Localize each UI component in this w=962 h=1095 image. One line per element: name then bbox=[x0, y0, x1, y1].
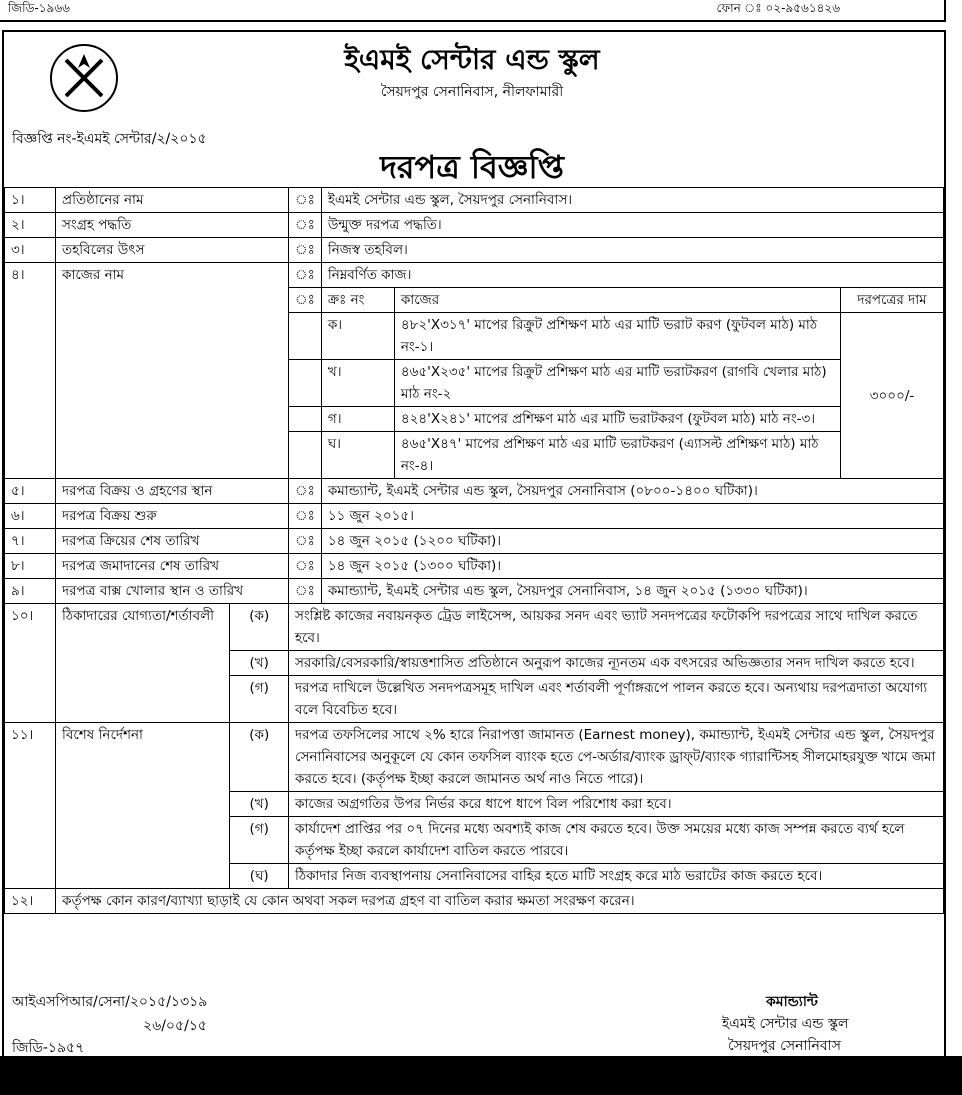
condition-key: (গ) bbox=[230, 676, 289, 723]
condition-key: (খ) bbox=[230, 651, 289, 676]
instructions-label: বিশেষ নির্দেশনা bbox=[56, 723, 230, 889]
top-phone: ফোন ঃ ০২-৯৫৬১৪২৬ bbox=[716, 1, 840, 15]
row-value: ১১ জুন ২০১৫। bbox=[321, 504, 943, 529]
authority-note: কর্তৃপক্ষ কোন কারণ/ব্যাখ্যা ছাড়াই যে কোন অথবা সকল দরপত্র গ্রহণ বা বাতিল করার ক্ষমতা সংরক্ষণ করেন। bbox=[56, 889, 944, 914]
works-serial: গ। bbox=[321, 407, 394, 432]
table-row bbox=[5, 213, 944, 238]
works-serial: ঘ। bbox=[321, 432, 394, 479]
separator: ঃ bbox=[289, 213, 322, 238]
row-label: দরপত্র বিক্রয় ও গ্রহণের স্থান bbox=[56, 479, 289, 504]
row-number: ৮। bbox=[5, 554, 56, 579]
row-number: ১০। bbox=[5, 604, 56, 723]
signatory-org: ইএমই সেন্টার এন্ড স্কুল bbox=[722, 1016, 849, 1032]
row-number: ৫। bbox=[5, 479, 56, 504]
separator: ঃ bbox=[289, 504, 322, 529]
table-row bbox=[5, 554, 944, 579]
row-number: ৬। bbox=[5, 504, 56, 529]
row-value: ১৪ জুন ২০১৫ (১৩০০ ঘটিকা)। bbox=[321, 554, 943, 579]
footer-date: ২৬/০৫/১৫ bbox=[143, 1018, 207, 1034]
instruction-text: দরপত্র তফসিলের সাথে ২% হারে নিরাপত্তা জামানত (Earnest money), কমান্ড্যান্ট, ইএমই সেন্টার এন্ড স্কুল, সৈয়দপুর সেনানিবাসের অনুকূলে যে কোন তফসিল ব্যাংক হতে পে-অর্ডার/ব্যাংক ড্রাফ্‌ট/ব্যাংক গ্যারান্টিসহ সীলমোহরযুক্ত খামে জমা করতে হবে। (কর্তৃপক্ষ ইচ্ছা করলে জামানত অর্থ নাও নিতে পারে)। bbox=[289, 723, 944, 792]
table-row bbox=[5, 529, 944, 554]
separator: ঃ bbox=[289, 529, 322, 554]
table-row bbox=[5, 504, 944, 529]
instruction-key: (ক) bbox=[230, 723, 289, 792]
row-number: ৯। bbox=[5, 579, 56, 604]
row-label: দরপত্র জমাদানের শেষ তারিখ bbox=[56, 554, 289, 579]
row-value: ১৪ জুন ২০১৫ (১২০০ ঘটিকা)। bbox=[321, 529, 943, 554]
table-row bbox=[5, 889, 944, 914]
separator: ঃ bbox=[289, 188, 322, 213]
table-row bbox=[5, 263, 944, 288]
instruction-text: ঠিকাদার নিজ ব্যবস্থাপনায় সেনানিবাসের বাহির হতে মাটি সংগ্রহ করে মাঠ ভরাটের কাজ করতে হবে। bbox=[289, 864, 944, 889]
table-row bbox=[5, 579, 944, 604]
works-price-header: দরপত্রের দাম bbox=[841, 288, 944, 313]
row-label: কাজের নাম bbox=[56, 263, 289, 479]
table-row bbox=[5, 188, 944, 213]
works-description: ৪৬৫'X৪৭' মাপের প্রশিক্ষণ মাঠ এর মাটি ভরাটকরণ (এ্যাসল্ট প্রশিক্ষণ মাঠ) মাঠ নং-৪। bbox=[394, 432, 840, 479]
works-price: ৩০০০/- bbox=[841, 313, 944, 479]
row-label: দরপত্র ক্রিয়ের শেষ তারিখ bbox=[56, 529, 289, 554]
table-row bbox=[5, 238, 944, 263]
school-name: ইএমই সেন্টার এন্ড স্কুল bbox=[344, 43, 600, 76]
works-work-header: কাজের bbox=[394, 288, 840, 313]
row-number: ৪। bbox=[5, 263, 56, 479]
signatory-location: সৈয়দপুর সেনানিবাস bbox=[728, 1038, 841, 1054]
separator: ঃ bbox=[289, 579, 322, 604]
notice-number: বিজ্ঞপ্তি নং-ইএমই সেন্টার/২/২০১৫ bbox=[12, 131, 207, 147]
row-number: ২। bbox=[5, 213, 56, 238]
row-label: দরপত্র বিক্রয় শুরু bbox=[56, 504, 289, 529]
instruction-text: কার্যাদেশ প্রাপ্তির পর ০৭ দিনের মধ্যে অবশ্যই কাজ শেষ করতে হবে। উক্ত সময়ের মধ্যে কাজ সম্পন্ন করতে ব্যর্থ হলে কর্তৃপক্ষ ইচ্ছা করলে কার্যাদেশ বাতিল করতে পারবে। bbox=[289, 817, 944, 864]
signatory-title: কমান্ড্যান্ট bbox=[766, 994, 818, 1010]
instruction-key: (গ) bbox=[230, 817, 289, 864]
separator: ঃ bbox=[289, 238, 322, 263]
row-label: দরপত্র বাক্স খোলার স্থান ও তারিখ bbox=[56, 579, 289, 604]
row-value: কমান্ড্যান্ট, ইএমই সেন্টার এন্ড স্কুল, সৈয়দপুর সেনানিবাস, ১৪ জুন ২০১৫ (১৩৩০ ঘটিকা)। bbox=[321, 579, 943, 604]
separator: ঃ bbox=[289, 288, 322, 313]
row-value: নিম্নবর্ণিত কাজ। bbox=[321, 263, 943, 288]
instruction-row bbox=[5, 723, 944, 792]
instruction-text: কাজের অগ্রগতির উপর নির্ভর করে ধাপে ধাপে বিল পরিশোধ করা হবে। bbox=[289, 792, 944, 817]
row-value: নিজস্ব তহবিল। bbox=[321, 238, 943, 263]
condition-text: দরপত্র দাখিলে উল্লেখিত সনদপত্রসমূহ দাখিল এবং শর্তাবলী পূর্ণাঙ্গরূপে পালন করতে হবে। অন্যথায় দরপত্রদাতা অযোগ্য বলে বিবেচিত হবে। bbox=[289, 676, 944, 723]
conditions-label: ঠিকাদারের যোগ্যতা/শর্তাবলী bbox=[56, 604, 230, 723]
works-description: ৪২৪'X২৪১' মাপের প্রশিক্ষণ মাঠ এর মাটি ভরাটকরণ (ফুটবল মাঠ) মাঠ নং-৩। bbox=[394, 407, 840, 432]
row-value: ইএমই সেন্টার এন্ড স্কুল, সৈয়দপুর সেনানিবাস। bbox=[321, 188, 943, 213]
row-value: কমান্ড্যান্ট, ইএমই সেন্টার এন্ড স্কুল, সৈয়দপুর সেনানিবাস (০৮০০-১৪০০ ঘটিকা)। bbox=[321, 479, 943, 504]
instruction-key: (খ) bbox=[230, 792, 289, 817]
top-strip bbox=[0, 0, 946, 22]
works-description: ৪৬৫'X২৩৫' মাপের রিক্রুট প্রশিক্ষণ মাঠ এর মাটি ভরাটকরণ (রাগবি খেলার মাঠ) মাঠ নং-২ bbox=[394, 360, 840, 407]
row-label: প্রতিষ্ঠানের নাম bbox=[56, 188, 289, 213]
condition-text: সরকারি/বেসরকারি/স্বায়ত্তশাসিত প্রতিষ্ঠানে অনুরূপ কাজের ন্যূনতম এক বৎসরের অভিজ্ঞতার সনদ দাখিল করতে হবে। bbox=[289, 651, 944, 676]
row-value: উন্মুক্ত দরপত্র পদ্ধতি। bbox=[321, 213, 943, 238]
tender-table bbox=[4, 187, 944, 914]
row-number: ১। bbox=[5, 188, 56, 213]
works-description: ৪৮২'X৩১৭' মাপের রিক্রুট প্রশিক্ষণ মাঠ এর মাটি ভরাট করণ (ফুটবল মাঠ) মাঠ নং-১। bbox=[394, 313, 840, 360]
bottom-black-band bbox=[0, 1056, 962, 1095]
condition-text: সংশ্লিষ্ট কাজের নবায়নকৃত ট্রেড লাইসেন্স, আয়কর সনদ এবং ভ্যাট সনদপত্রের ফটোকপি দরপত্রের সাথে দাখিল করতে হবে। bbox=[289, 604, 944, 651]
footer-reference: আইএসপিআর/সেনা/২০১৫/১৩১৯ bbox=[12, 994, 208, 1010]
condition-row bbox=[5, 604, 944, 651]
row-label: সংগ্রহ পদ্ধতি bbox=[56, 213, 289, 238]
notice-title: দরপত্র বিজ্ঞপ্তি bbox=[380, 148, 564, 186]
separator: ঃ bbox=[289, 554, 322, 579]
row-number: ৭। bbox=[5, 529, 56, 554]
row-number: ৩। bbox=[5, 238, 56, 263]
works-serial-header: ক্রঃ নং bbox=[321, 288, 394, 313]
instruction-key: (ঘ) bbox=[230, 864, 289, 889]
works-serial: ক। bbox=[321, 313, 394, 360]
separator: ঃ bbox=[289, 263, 322, 288]
row-number: ১২। bbox=[5, 889, 56, 914]
condition-key: (ক) bbox=[230, 604, 289, 651]
top-gd-number: জিডি-১৯৬৬ bbox=[8, 1, 70, 15]
works-serial: খ। bbox=[321, 360, 394, 407]
row-label: তহবিলের উৎস bbox=[56, 238, 289, 263]
footer-gd-number: জিডি-১৯৫৭ bbox=[12, 1040, 85, 1056]
table-row bbox=[5, 479, 944, 504]
row-number: ১১। bbox=[5, 723, 56, 889]
school-location: সৈয়দপুর সেনানিবাস, নীলফামারী bbox=[380, 84, 564, 100]
separator: ঃ bbox=[289, 479, 322, 504]
